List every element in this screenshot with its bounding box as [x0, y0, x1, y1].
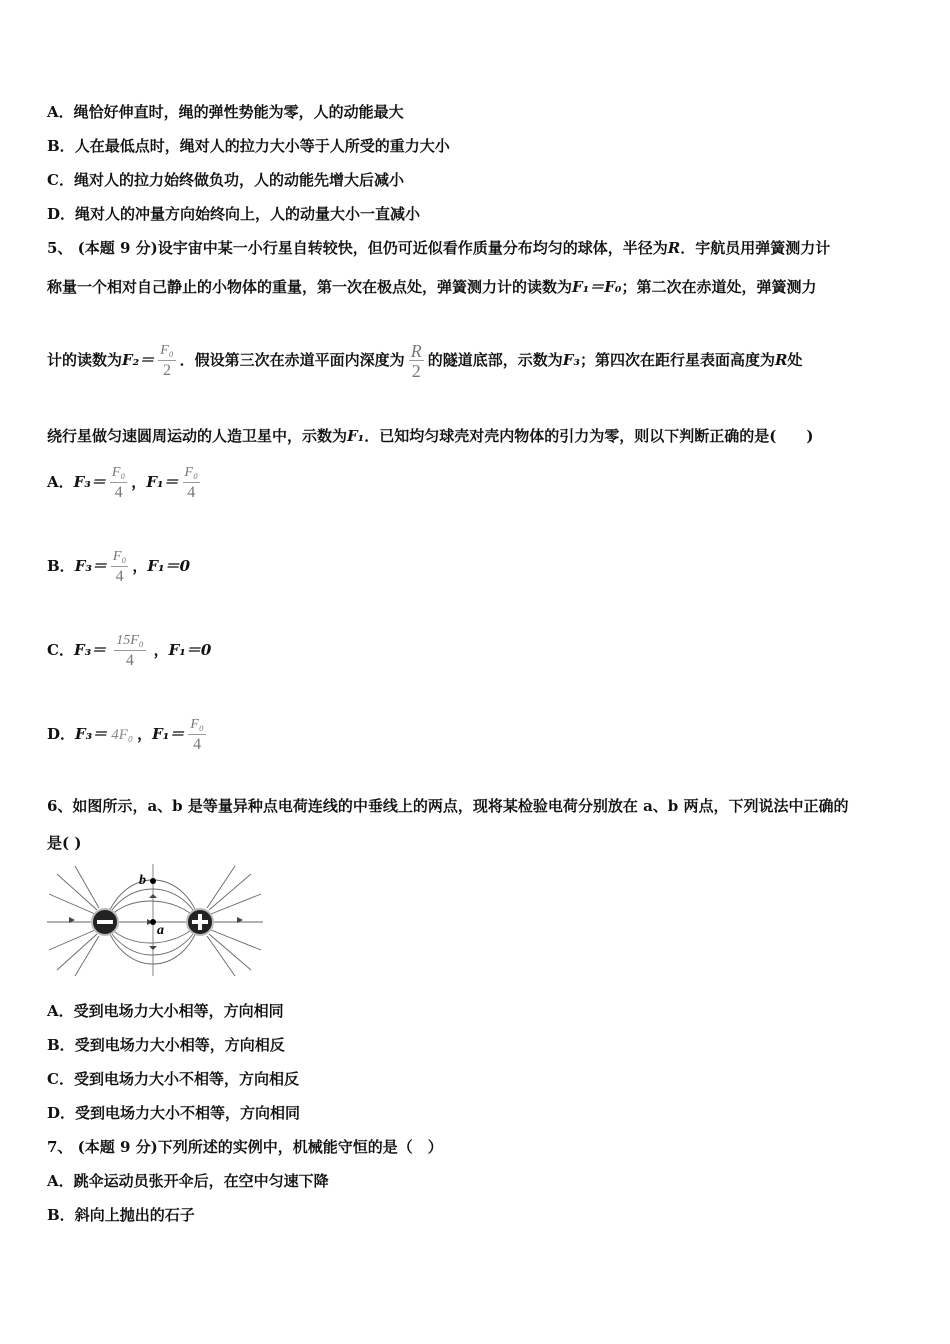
- fraction: [110, 464, 127, 503]
- option-label: A．: [47, 1172, 74, 1190]
- text: 处: [787, 351, 803, 369]
- q5-stem-line4: [47, 426, 813, 446]
- q5-option-c: [47, 628, 211, 672]
- q5-stem-line3: [47, 340, 802, 381]
- option-label: D．: [47, 725, 76, 743]
- separator: ，: [131, 473, 147, 491]
- denominator: 2: [411, 360, 421, 381]
- option-label: C．: [47, 171, 74, 189]
- q5-stem-line2: [47, 277, 816, 297]
- text: 是( ): [47, 834, 82, 852]
- text: ；第二次在赤道处，弹簧测力: [621, 278, 817, 296]
- denominator: 4: [187, 483, 196, 501]
- option-label: B．: [47, 1206, 75, 1224]
- math-f3: F₃＝: [74, 557, 107, 575]
- fraction: [188, 716, 205, 755]
- math-f1-zero: F₁＝0: [147, 557, 191, 575]
- math-f1: F₁: [347, 427, 365, 445]
- math-f3: F₃＝: [75, 725, 108, 743]
- text: 称量一个相对自己静止的小物体的重量，第一次在极点处，弹簧测力计的读数为: [47, 278, 573, 296]
- option-text: 人在最低点时，绳对人的拉力大小等于人所受的重力大小: [74, 137, 450, 155]
- math-f2: F₂＝: [122, 351, 155, 369]
- fraction: [111, 548, 128, 587]
- q4-option-a: [47, 102, 404, 122]
- math-f1: F₁＝: [146, 473, 179, 491]
- option-label: C．: [47, 641, 74, 659]
- text: ；第四次在距行星表面高度为: [579, 351, 775, 369]
- option-text: 受到电场力大小相等，方向相同: [73, 1002, 284, 1020]
- text: 7、 (本题 9 分)下列所述的实例中，机械能守恒的是（ ）: [47, 1138, 443, 1156]
- numerator: 15F₀: [114, 632, 145, 651]
- q7-option-a: [47, 1171, 329, 1191]
- option-label: B．: [47, 557, 75, 575]
- q4-option-b: [47, 136, 450, 156]
- separator: ，: [153, 641, 169, 659]
- fraction: [183, 464, 200, 503]
- numerator: F₀: [110, 464, 127, 483]
- separator: ，: [132, 557, 148, 575]
- option-label: D．: [47, 205, 76, 223]
- dipole-field-figure: [45, 864, 265, 976]
- option-label: D．: [47, 1104, 76, 1122]
- q7-stem: [47, 1137, 443, 1157]
- math-f1: F₁＝: [152, 725, 185, 743]
- denominator: 4: [115, 567, 124, 585]
- q5-stem-line1: [47, 238, 830, 258]
- denominator: 4: [193, 735, 202, 753]
- fraction: [114, 632, 145, 671]
- option-label: A．: [47, 1002, 74, 1020]
- q6-option-a: [47, 1001, 284, 1021]
- point-a-dot: [150, 919, 156, 925]
- numerator: F₀: [158, 342, 175, 361]
- math-f3: F₃＝: [73, 641, 107, 659]
- text: ．已知均匀球壳对壳内物体的引力为零，则以下判断正确的是( ): [364, 427, 814, 445]
- point-b-label: b: [139, 873, 146, 888]
- q7-option-b: [47, 1205, 195, 1225]
- option-text: 绳恰好伸直时，绳的弹性势能为零，人的动能最大: [73, 103, 404, 121]
- q5-option-a: [47, 460, 204, 504]
- option-label: A．: [47, 103, 74, 121]
- text: 绕行星做匀速圆周运动的人造卫星中，示数为: [47, 427, 348, 445]
- text: ．假设第三次在赤道平面内深度为: [179, 351, 405, 369]
- point-a-label: a: [157, 923, 164, 938]
- option-text: 受到电场力大小不相等，方向相同: [75, 1104, 301, 1122]
- option-text: 斜向上抛出的石子: [74, 1206, 195, 1224]
- option-label: B．: [47, 1036, 75, 1054]
- q6-stem-line2: [47, 833, 81, 853]
- q6-option-b: [47, 1035, 285, 1055]
- q5-option-b: [47, 544, 190, 588]
- numerator: F₀: [183, 464, 200, 483]
- minus-sign-icon: [97, 920, 113, 924]
- q6-option-d: [47, 1103, 300, 1123]
- option-text: 绳对人的拉力始终做负功，人的动能先增大后减小: [73, 171, 404, 189]
- math-f1-eq-f0: F₁＝F₀: [572, 278, 622, 296]
- numerator: F₀: [111, 548, 128, 567]
- q5-option-d: [47, 712, 210, 757]
- text: 5、 (本题 9 分)设宇宙中某一小行星自转较快，但仍可近似看作质量分布均匀的球体，半径为: [47, 239, 668, 257]
- option-text: 受到电场力大小相等，方向相反: [74, 1036, 285, 1054]
- q6-stem-line1: [47, 796, 849, 816]
- option-text: 受到电场力大小不相等，方向相反: [73, 1070, 299, 1088]
- q4-option-c: [47, 170, 404, 190]
- numerator: F₀: [188, 716, 205, 735]
- math-f1-zero: F₁＝0: [168, 641, 212, 659]
- q6-option-c: [47, 1069, 299, 1089]
- plus-vertical-icon: [198, 914, 202, 930]
- math-r: R: [774, 351, 788, 369]
- math-f3: F₃: [562, 351, 580, 369]
- fraction-f0-over-2: [158, 342, 175, 381]
- text: 的隧道底部，示数为: [427, 351, 563, 369]
- q4-option-d: [47, 204, 420, 224]
- option-label: C．: [47, 1070, 74, 1088]
- point-b-dot: [150, 878, 156, 884]
- denominator: 4: [125, 651, 134, 669]
- option-label: A．: [47, 473, 74, 491]
- option-text: 绳对人的冲量方向始终向上，人的动量大小一直减小: [75, 205, 421, 223]
- math-4f0: 4F₀: [111, 727, 134, 743]
- text: 6、如图所示，a、b 是等量异种点电荷连线的中垂线上的两点，现将某检验电荷分别放在 a、b 两点，下列说法中正确的: [47, 797, 849, 815]
- option-text: 跳伞运动员张开伞后，在空中匀速下降: [73, 1172, 329, 1190]
- text: 计的读数为: [47, 351, 123, 369]
- math-f3: F₃＝: [73, 473, 106, 491]
- option-label: B．: [47, 137, 75, 155]
- fraction-r-over-2: [409, 342, 424, 381]
- separator: ，: [137, 725, 153, 743]
- text: ．宇航员用弹簧测力计: [680, 239, 831, 257]
- denominator: 2: [162, 361, 171, 379]
- denominator: 4: [114, 483, 123, 501]
- numerator: R: [410, 340, 422, 361]
- math-r: R: [667, 239, 681, 257]
